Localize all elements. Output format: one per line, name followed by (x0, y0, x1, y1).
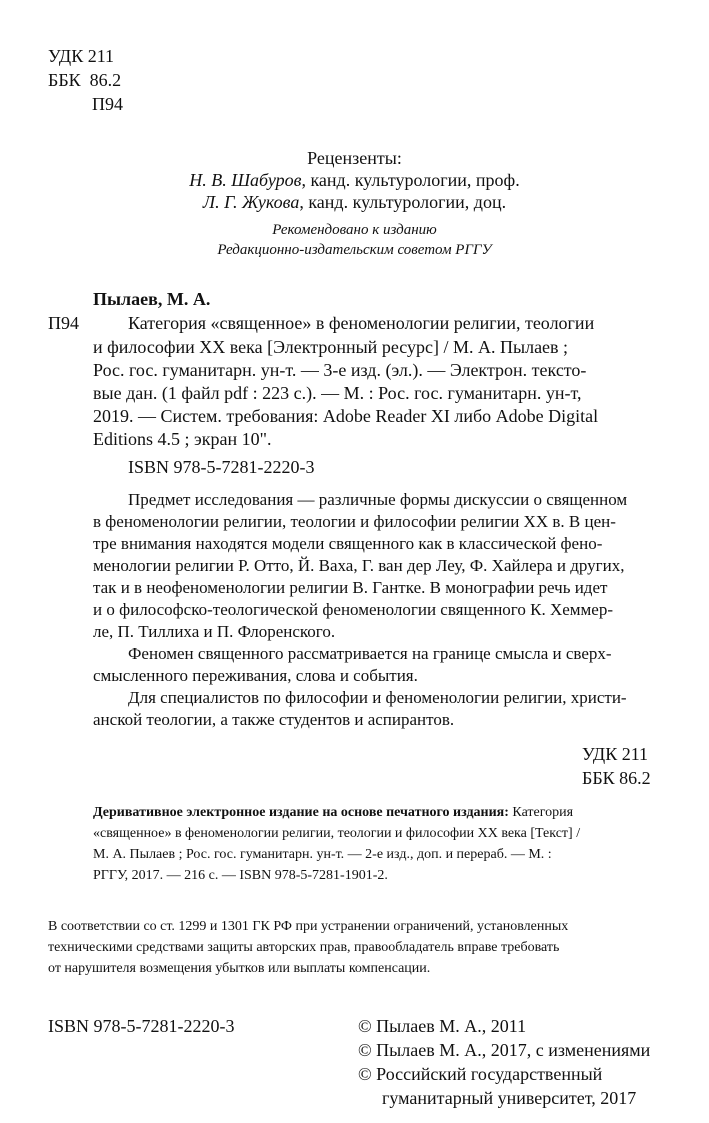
notice-line-3: от нарушителя возмещения убытков или выплаты компенсации. (48, 961, 431, 976)
author-code: П94 (48, 313, 79, 333)
abstract-line-8: Феномен священного рассматривается на границе смысла и сверх- (128, 644, 612, 663)
copyright-2: © Пылаев М. А., 2017, с изменениями (358, 1040, 651, 1060)
bib-line-3: Рос. гос. гуманитарн. ун-т. — 3-е изд. (эл.). — Электрон. тексто- (93, 360, 587, 380)
reviewer-2-title: , канд. культурологии, доц. (299, 192, 507, 212)
reviewers-heading: Рецензенты: (307, 148, 402, 168)
recommendation-line-1: Рекомендовано к изданию (272, 222, 437, 238)
isbn-main: ISBN 978-5-7281-2220-3 (128, 457, 315, 477)
author-code-top: П94 (92, 94, 123, 114)
udk-top: УДК 211 (48, 46, 115, 66)
reviewer-2-name: Л. Г. Жукова (202, 192, 300, 212)
udk-bottom: УДК 211 (582, 744, 649, 764)
abstract-line-5: так и в неофеноменологии религии В. Гантке. В монографии речь идет (93, 578, 608, 597)
bib-line-2: и философии XX века [Электронный ресурс] / М. А. Пылаев ; (93, 337, 569, 357)
bbk-bottom: ББК 86.2 (582, 768, 651, 788)
derivative-line-1-rest: Категория (508, 805, 574, 820)
derivative-line-3: М. А. Пылаев ; Рос. гос. гуманитарн. ун-т. — 2-е изд., доп. и перераб. — М. : (93, 847, 552, 862)
author-heading: Пылаев, М. А. (93, 289, 211, 309)
abstract-line-4: менологии религии Р. Отто, Й. Ваха, Г. ван дер Леу, Ф. Хайлера и других, (93, 556, 625, 575)
reviewer-1-name: Н. В. Шабуров (189, 170, 302, 190)
abstract-line-10: Для специалистов по философии и феноменологии религии, христи- (128, 688, 627, 707)
isbn-footer: ISBN 978-5-7281-2220-3 (48, 1016, 235, 1036)
abstract-line-6: и о философско-теологической феноменологии священного К. Хеммер- (93, 600, 613, 619)
recommendation-line-2: Редакционно-издательским советом РГГУ (217, 242, 492, 258)
derivative-bold-prefix: Деривативное электронное издание на основе печатного издания: (93, 805, 509, 820)
abstract-line-7: ле, П. Тиллиха и П. Флоренского. (93, 622, 336, 641)
abstract-line-9: смысленного переживания, слова и события. (93, 666, 418, 685)
notice-line-1: В соответствии со ст. 1299 и 1301 ГК РФ при устранении ограничений, установленных (48, 919, 569, 934)
bib-line-4: вые дан. (1 файл pdf : 223 с.). — М. : Рос. гос. гуманитарн. ун-т, (93, 383, 582, 403)
reviewer-2 (0, 190, 709, 214)
abstract-line-2: в феноменологии религии, теологии и философии религии XX в. В цен- (93, 512, 616, 531)
derivative-line-2: «священное» в феноменологии религии, теологии и философии XX века [Текст] / (93, 826, 581, 841)
reviewer-1 (0, 168, 709, 192)
bib-line-5: 2019. — Систем. требования: Adobe Reader XI либо Adobe Digital (93, 406, 599, 426)
copyright-3: © Российский государственный (358, 1064, 603, 1084)
notice-line-2: техническими средствами защиты авторских прав, правообладатель вправе требовать (48, 940, 560, 955)
reviewer-1-title: , канд. культурологии, проф. (301, 170, 520, 190)
bbk-top: ББК 86.2 (48, 70, 122, 90)
abstract-line-1: Предмет исследования — различные формы дискуссии о священном (128, 490, 628, 509)
copyright-1: © Пылаев М. А., 2011 (358, 1016, 527, 1036)
derivative-line-1 (93, 802, 573, 823)
abstract-line-3: тре внимания находятся модели священного как в классической фено- (93, 534, 603, 553)
copyright-4: гуманитарный университет, 2017 (382, 1088, 637, 1108)
derivative-line-4: РГГУ, 2017. — 216 с. — ISBN 978-5-7281-1901-2. (93, 868, 388, 883)
bib-line-6: Editions 4.5 ; экран 10". (93, 429, 272, 449)
abstract-line-11: анской теологии, а также студентов и аспирантов. (93, 710, 455, 729)
bib-line-1: Категория «священное» в феноменологии религии, теологии (128, 313, 595, 333)
